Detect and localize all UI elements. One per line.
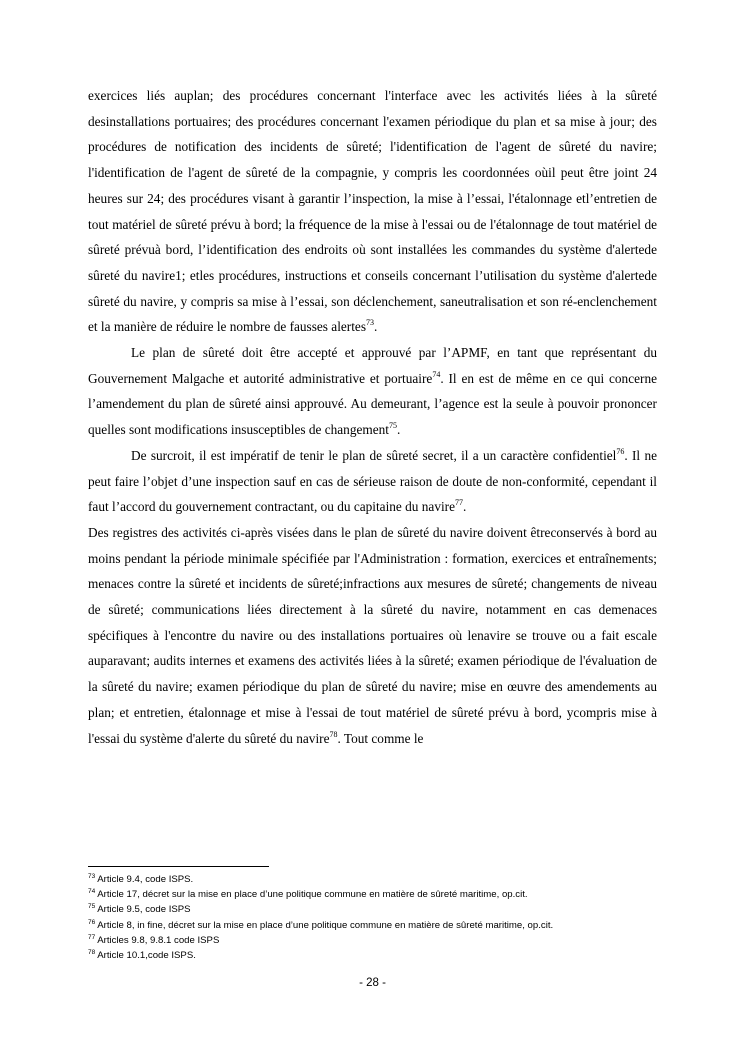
footnote-76: $^{76}$ Article 8, in fine, décret sur la mise en place d’une politique commune en matière de sûreté maritime, op.cit. <box>88 918 554 931</box>
footnotes <box>88 872 678 963</box>
footnote-ref-77[interactable]: 77 <box>455 498 463 508</box>
footnote-ref-78[interactable]: 78 <box>329 729 338 739</box>
footnote-ref-75[interactable]: 75 <box>388 421 397 431</box>
footnote-separator <box>88 866 269 867</box>
footnote-75: $^{75}$ Article 9.5, code ISPS <box>88 903 191 916</box>
paragraph-3: De surcroit, il est impératif de tenir le plan de sûreté secret, il a un caractère confidentiel$^{76}$. Il ne peut faire l’objet d’une inspection sauf en cas de sérieuse raison de doute de non-conformité, cependant il faut l’accord du gouvernement contractant, ou du capitaine du navire$^{77}$. <box>88 446 657 515</box>
footnote-ref-76[interactable]: 76 <box>616 446 625 456</box>
body-text <box>88 83 657 751</box>
footnote-ref-74[interactable]: 74 <box>432 369 441 379</box>
footnote-73: $^{73}$ Article 9.4, code ISPS. <box>88 873 194 885</box>
paragraph-2: Le plan de sûreté doit être accepté et approuvé par l’APMF, en tant que représentant du Gouvernement Malgache et autorité administrative et portuaire$^{74}$. Il en est de même en ce qui concerne l’amendement du plan de sûreté ainsi approuvé. Au demeurant, l’agence est la seule à pouvoir prononcer quelles sont modifications insusceptibles de changement$^{75}$. <box>88 345 657 438</box>
footnote-78: $^{78}$ Article 10.1,code ISPS. <box>88 949 196 962</box>
paragraph-1: exercices liés auplan; des procédures concernant l'interface avec les activités liées à la sûreté desinstallations portuaires; des procédures concernant l'examen périodique du plan et sa mise à jour; des procédures de notification des incidents de sûreté; l'identification de l'agent de sûreté du navire; l'identification de l'agent de sûreté de la compagnie, y compris les coordonnées oùil peut être joint 24 heures sur 24; des procédures visant à garantir l’inspection, la mise à l’essai, l'étalonnage etl’entretien de tout matériel de sûreté prévu à bord; la fréquence de la mise à l'essai ou de l'étalonnage de tout matériel de sûreté prévuà bord, l’identification des endroits où sont installées les commandes du système d'alertede sûreté du navire1; etles procédures, instructions et conseils concernant l’utilisation du système d'alertede sûreté du navire, y compris sa mise à l’essai, son déclenchement, saneutralisation et son ré-enclenchement et la manière de réduire le nombre de fausses alertes$^{73}$. <box>88 88 657 335</box>
page-number: - 28 - <box>359 977 386 989</box>
footnote-77: $^{77}$ Articles 9.8, 9.8.1 code ISPS <box>88 933 220 946</box>
footnote-ref-73[interactable]: 73 <box>366 318 374 328</box>
footnote-74: $^{74}$ Article 17, décret sur la mise en place d’une politique commune en matière de sûreté maritime, op.cit. <box>88 888 528 901</box>
paragraph-4: Des registres des activités ci-après visées dans le plan de sûreté du navire doivent êtreconservés à bord au moins pendant la période minimale spécifiée par l'Administration : formation, exercices et entraînements; menaces contre la sûreté et incidents de sûreté;infractions aux mesures de sûreté; changements de niveau de sûreté; communications liées directement à la sûreté du navire, notamment en cas demenaces spécifiques à l'encontre du navire ou des installations portuaires où lenavire se trouve ou a fait escale auparavant; audits internes et examens des activités liées à la sûreté; examen périodique de l'évaluation de la sûreté du navire; examen périodique du plan de sûreté du navire; mise en œuvre des amendements au plan; et entretien, étalonnage et mise à l'essai de tout matériel de sûreté prévu à bord, ycompris mise à l'essai du système d'alerte du sûreté du navire$^{78}$. Tout comme le <box>88 524 657 746</box>
